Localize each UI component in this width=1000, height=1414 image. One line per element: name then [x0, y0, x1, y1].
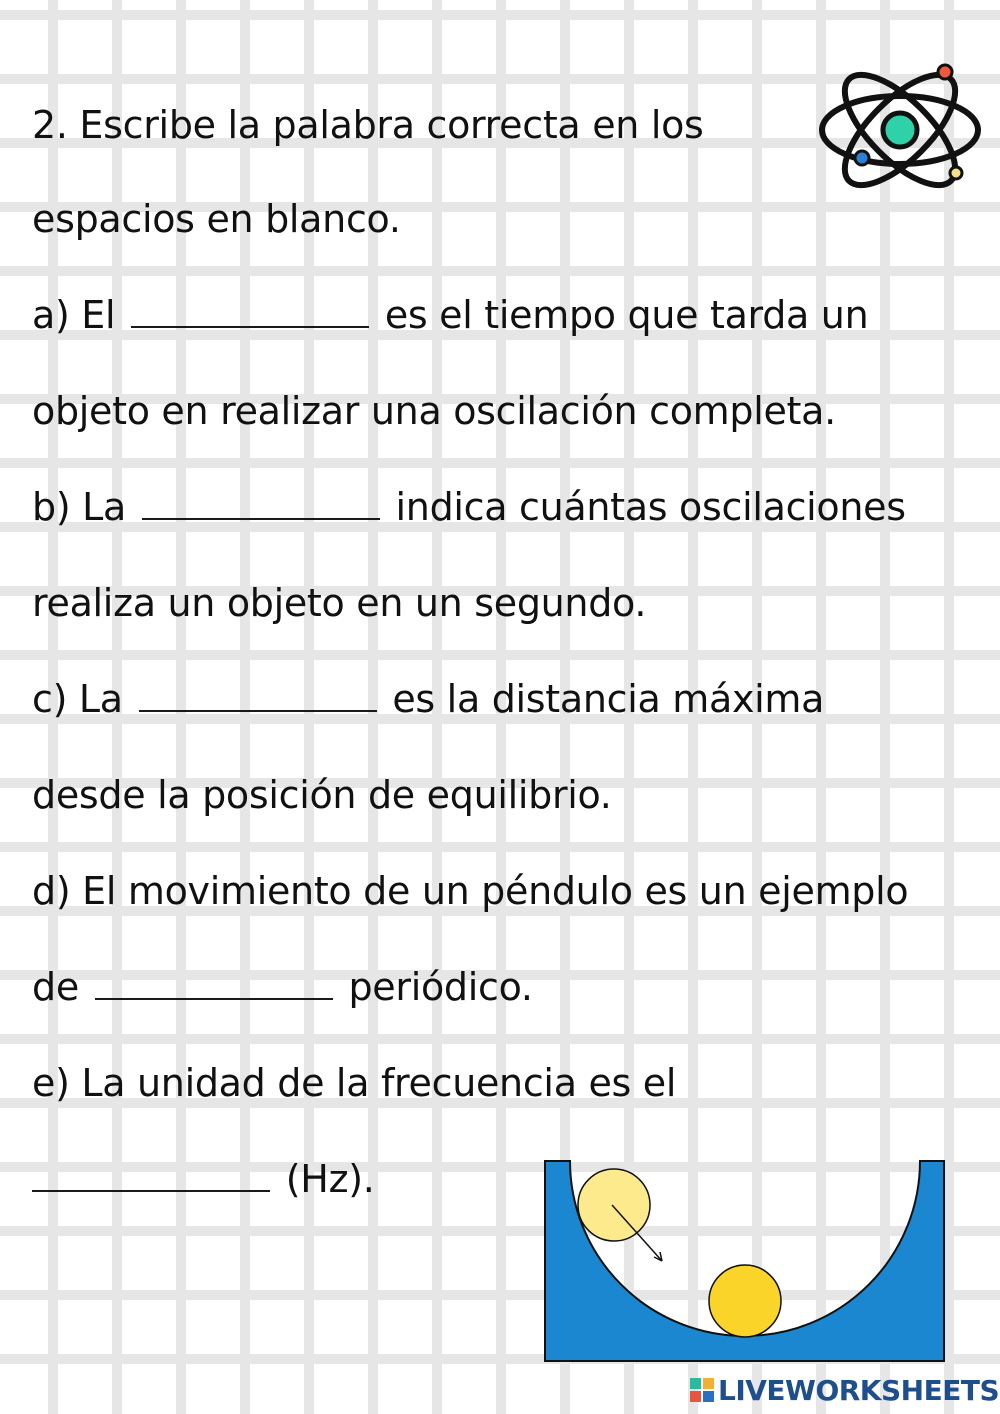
- half-pipe-ball-illustration: [540, 1155, 950, 1365]
- atom-icon: [815, 60, 985, 200]
- ball-bottom: [709, 1265, 781, 1337]
- question-a-line-1: [32, 292, 868, 338]
- question-d-line-2: [32, 964, 533, 1010]
- ball-start: [578, 1169, 650, 1241]
- question-c-line-1: [32, 676, 824, 722]
- question-d-line-1: d) El movimiento de un péndulo es un ejemplo: [32, 869, 909, 913]
- question-c-suffix: es la distancia máxima: [392, 677, 825, 721]
- question-e-suffix: (Hz).: [285, 1157, 375, 1201]
- liveworksheets-logo-icon: [690, 1378, 714, 1402]
- blank-c[interactable]: [139, 680, 377, 712]
- question-a-line-2: objeto en realizar una oscilación completa.: [32, 389, 836, 433]
- question-b-prefix: b) La: [32, 485, 126, 529]
- question-e-line-2: [32, 1156, 375, 1202]
- brand-name: LIVEWORKSHEETS: [718, 1373, 1000, 1407]
- question-e-line-1: e) La unidad de la frecuencia es el: [32, 1061, 677, 1105]
- question-b-line-1: [32, 484, 906, 530]
- question-c-line-2: desde la posición de equilibrio.: [32, 773, 612, 817]
- question-title-line-1: 2. Escribe la palabra correcta en los: [32, 103, 704, 147]
- question-b-line-2: realiza un objeto en un segundo.: [32, 581, 647, 625]
- question-d-prefix: de: [32, 965, 79, 1009]
- question-title-line-2: espacios en blanco.: [32, 197, 401, 241]
- blank-b[interactable]: [142, 488, 380, 520]
- liveworksheets-logo[interactable]: [690, 1372, 999, 1408]
- question-a-suffix: es el tiempo que tarda un: [384, 293, 869, 337]
- question-a-prefix: a) El: [32, 293, 116, 337]
- question-d-suffix: periódico.: [348, 965, 533, 1009]
- question-c-prefix: c) La: [32, 677, 123, 721]
- blank-a[interactable]: [131, 296, 369, 328]
- blank-e[interactable]: [32, 1160, 270, 1192]
- question-b-suffix: indica cuántas oscilaciones: [395, 485, 906, 529]
- blank-d[interactable]: [95, 968, 333, 1000]
